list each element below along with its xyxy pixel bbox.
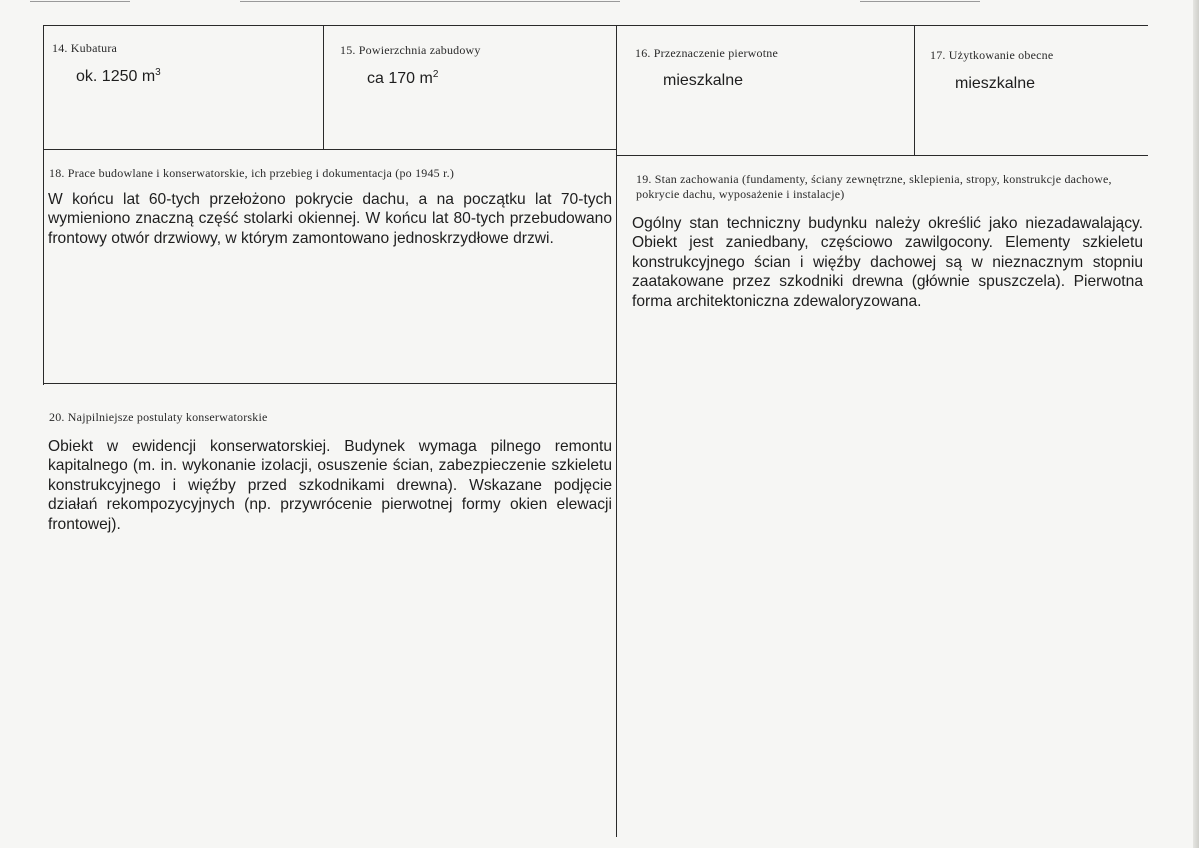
field-14-unit-exponent: 3	[155, 67, 161, 78]
grid-line-top	[43, 25, 1148, 26]
field-19-label: 19. Stan zachowania (fundamenty, ściany zewnętrzne, sklepienia, stropy, konstrukcje dachowe, pokrycie dachu, wyposażenie i instalacje)	[636, 172, 1112, 201]
field-20-label: 20. Najpilniejsze postulaty konserwatorskie	[49, 410, 268, 424]
field-15-unit-exponent: 2	[432, 69, 439, 80]
grid-line-col3	[914, 25, 915, 155]
field-18-label: 18. Prace budowlane i konserwatorskie, ich przebieg i dokumentacja (po 1945 r.)	[49, 166, 455, 180]
grid-line-row1-bottom	[43, 149, 617, 150]
field-14-label: 14. Kubatura	[52, 41, 118, 55]
grid-line-left	[43, 25, 44, 385]
field-15-value-text: ca 170 m	[367, 70, 433, 87]
field-15-label: 15. Powierzchnia zabudowy	[340, 43, 481, 57]
field-18-text: W końcu lat 60-tych przełożono pokrycie dachu, a na początku lat 70-tych wymieniono znaczną część stolarki okiennej. W końcu lat 80-tych przebudowano frontowy otwór drzwiowy, w którym zamontowano jednoskrzydłowe drzwi.	[48, 191, 612, 247]
grid-line-row2-bottom	[43, 383, 617, 384]
grid-line-center	[616, 25, 617, 837]
top-scan-edge	[240, 1, 620, 2]
field-16-label: 16. Przeznaczenie pierwotne	[635, 46, 778, 60]
field-20-text: Obiekt w ewidencji konserwatorskiej. Budynek wymaga pilnego remontu kapitalnego (m. in. wykonanie izolacji, osuszenie ścian, zabezpieczenie szkieletu konstrukcyjnego i więźby przed szkodnikami drewna). Wskazane podjęcie działań rekompozycyjnych (np. przywrócenie pierwotnej formy okien elewacji frontowej).	[48, 438, 612, 533]
top-scan-edge	[860, 1, 980, 2]
scan-page-edge	[1193, 0, 1199, 848]
field-19-text: Ogólny stan techniczny budynku należy określić jako niezadawalający. Obiekt jest zaniedbany, częściowo zawilgocony. Elementy szkieletu konstrukcyjnego ścian i więźby dachowej są w nieznacznym stopniu zaatakowane przez szkodniki drewna (głównie spuszczela). Pierwotna forma architektoniczna zdewaloryzowana.	[632, 215, 1143, 310]
field-17-label: 17. Użytkowanie obecne	[930, 48, 1054, 62]
grid-line-col1	[323, 25, 324, 150]
field-14-value	[76, 67, 161, 86]
field-16-value: mieszkalne	[663, 72, 744, 89]
field-14-value-text: ok. 1250 m	[76, 68, 156, 85]
field-17-value: mieszkalne	[955, 75, 1036, 92]
grid-line-row1-bottom-right	[617, 155, 1148, 156]
top-scan-edge	[30, 1, 130, 2]
field-15-value	[367, 69, 438, 88]
